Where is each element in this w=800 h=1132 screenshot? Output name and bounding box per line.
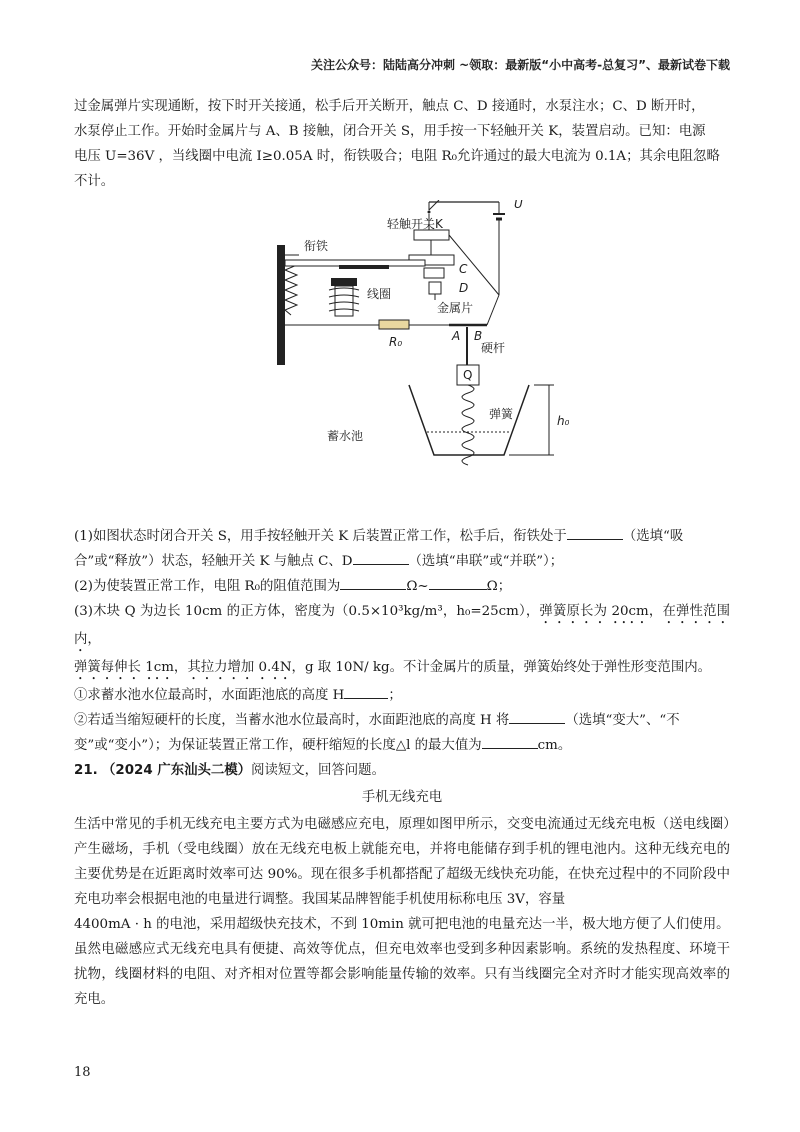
label-a: A [452,329,461,343]
article-para-1: 生活中常见的手机无线充电主要方式为电磁感应充电，原理如图甲所示，交变电流通过无线充电板（送电线圈）产生磁场，手机（受电线圈）放在无线充电板上就能充电，并将电能储存到手机的锂电池内。这种无线充电的主要优势是在近距离时效率可达 90%。现在很多手机都搭配了超级无线快充功能，在快充过程中的不同阶段中充电功率会根据电池的电量进行调整。我国某品牌智能手机使用标称电压 3V，容量 [74,817,730,907]
q2-line: (2)为使装置正常工作，电阻 R₀的阻值范围为 Ω~ Ω； [74,574,730,599]
label-c: C [459,262,468,276]
label-d: D [459,281,469,295]
q1-line-1: (1)如图状态时闭合开关 S，用手按轻触开关 K 后装置正常工作，松手后，衔铁处于 （选填“吸 [74,524,730,549]
label-switch-k: 轻触开关K [387,217,443,231]
intro-line-3: 电压 U=36V ，当线圈中电流 I≥0.05A 时，衔铁吸合；电阻 R₀允许通过的最大电流为 0.1A；其余电阻忽略 [74,149,720,164]
label-h0: h₀ [557,414,569,428]
article-para-2: 虽然电磁感应式无线充电具有便捷、高效等优点，但充电效率也受到多种因素影响。系统的发热程度、环境干扰物，线圈材料的电阻、对齐相对位置等都会影响能量传输的效率。只有当线圈完全对齐时才能实现高效率的充电。 [74,942,730,1007]
q21-heading: 21. （2024 广东汕头二模）阅读短文，回答问题。 [74,763,385,778]
article-title: 手机无线充电 [361,790,443,805]
label-coil: 线圈 [367,287,392,301]
intro-line-2: 水泵停止工作。开始时金属片与 A、B 接触，闭合开关 S，用手按一下轻触开关 K，装置启动。已知：电源 [74,124,706,139]
page-number: 18 [74,1065,91,1080]
intro-line-1: 过金属弹片实现通断，按下时开关接通，松手后开关断开，触点 C、D 接通时，水泵注水；C、D 断开时， [74,99,705,114]
page-header: 关注公众号：陆陆高分冲刺 ~领取：最新版“小中高考-总复习”、最新试卷下载 [311,58,730,72]
label-rod: 硬杆 [481,341,506,355]
page-content [74,94,730,1012]
label-q: Q [463,368,473,382]
label-armature: 衔铁 [304,239,329,253]
q1-line-2: 合”或“释放”）状态，轻触开关 K 与触点 C、D （选填“串联”或“并联”）； [74,549,730,574]
q3-line-3: ①求蓄水池水位最高时，水面距池底的高度 H ； [74,683,730,708]
circuit-diagram [74,194,730,524]
intro-line-4: 不计。 [74,174,115,189]
label-pool: 蓄水池 [327,429,364,443]
q3-line-1: (3)木块 Q 为边长 10cm 的正方体，密度为（0.5×10³kg/m³，h₀=25cm），弹簧原长为 20cm，在弹性范围内， [74,604,731,647]
label-spring: 弹簧 [489,407,514,421]
q3-line-4: ②若适当缩短硬杆的长度，当蓄水池水位最高时，水面距池底的高度 H 将 （选填“变大”、“不 [74,708,730,733]
q3-line-5: 变”或“变小”）；为保证装置正常工作，硬杆缩短的长度△l 的最大值为 cm。 [74,733,730,758]
q3-line-2: 弹簧每伸长 1cm，其拉力增加 0.4N，g 取 10N/ kg。不计金属片的质量，弹簧始终处于弹性形变范围内。 [74,660,711,675]
label-metal: 金属片 [437,301,474,315]
article-para-1b: 4400mA · h 的电池，采用超级快充技术，不到 10min 就可把电池的电量充达一半，极大地方便了人们使用。 [74,917,730,932]
label-u: U [514,200,523,211]
circuit-figure [269,200,569,520]
label-b: B [474,329,483,343]
label-r0: R₀ [389,335,403,349]
